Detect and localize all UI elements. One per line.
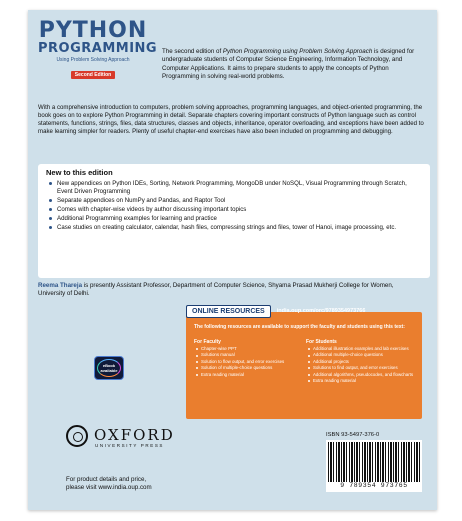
ebook-badge-line-2: available <box>100 367 118 373</box>
list-item: Solution of multiple-choice questions <box>201 365 304 371</box>
product-info-line-1: For product details and price, <box>66 476 147 483</box>
isbn-label: ISBN 93-5497-376-0 <box>326 432 380 438</box>
list-item: Additional algorithms, pseudocodes, and flowcharts <box>313 372 416 378</box>
list-item: Extra reading material <box>201 372 304 378</box>
list-item: Additional projects <box>313 359 416 365</box>
online-resources-box <box>186 307 422 419</box>
product-info-line-2: please visit www.india.oup.com <box>66 484 152 492</box>
online-resources-intro: The following resources are available to support the faculty and students using this text: <box>194 324 405 330</box>
author-name: Reema Thareja <box>38 282 83 289</box>
author-bio <box>38 282 398 299</box>
list-item: Extra reading material <box>313 378 416 384</box>
book-subtitle: Using Problem Solving Approach <box>56 57 130 63</box>
intro-text-after: is designed for undergraduate students of Computer Science Engineering, Information Technology, and Computer Applications. It aims to prepare students to apply the concepts of Python Programming in solving real-world problems. <box>162 48 415 80</box>
online-resources-label: ONLINE RESOURCES <box>186 305 271 318</box>
list-item: Comes with chapter-wise videos by author discussing important topics <box>57 206 422 214</box>
edition-badge: Second Edition <box>71 71 115 79</box>
title-line-1: PYTHON <box>38 18 148 43</box>
list-item: Chapter-wise PPT <box>201 346 304 352</box>
barcode <box>326 440 422 492</box>
list-item: Additional illustration examples and lab exercises <box>313 346 416 352</box>
new-edition-box <box>38 164 430 278</box>
faculty-resources <box>194 339 304 378</box>
new-edition-list <box>46 180 422 232</box>
list-item: Separate appendices on NumPy and Pandas, and Raptor Tool <box>57 197 422 205</box>
title-line-2: PROGRAMMING <box>38 41 158 56</box>
faculty-list <box>194 346 304 378</box>
faculty-heading: For Faculty <box>194 339 221 345</box>
barcode-number: 9 789354 973765 <box>340 482 408 489</box>
ebook-badge-text <box>95 364 123 373</box>
book-description: With a comprehensive introduction to computers, problem solving approaches, programming languages, and object-oriented programming, the book goes on to explore Python Programming in detail. Separate chapters covering important constructs of Python language such as control statements, functions, strings, files, data structures, classes and objects, inheritance, operator overloading, and exceptions have been added to make learning simpler for readers. Plenty of useful chapter-end exercises have also been included on programming and debugging. <box>38 104 424 136</box>
list-item: Additional Programming examples for learning and practice <box>57 215 422 223</box>
list-item: Case studies on creating calculator, calendar, hash files, compressing strings and files, tower of Hanoi, image processing, etc. <box>57 224 422 232</box>
student-resources <box>306 339 416 384</box>
student-list <box>306 346 416 384</box>
oxford-crest-icon <box>66 425 88 447</box>
oxford-logo <box>66 425 196 455</box>
intro-book-title: Python Programming using Problem Solving Approach <box>222 48 373 55</box>
list-item: New appendices on Python IDEs, Sorting, Network Programming, MongoDB under NoSQL, Visual Programming through Scratch, Event Driven Programming <box>57 180 422 195</box>
list-item: Solutions to find output, and error exercises <box>313 365 416 371</box>
students-heading: For Students <box>306 339 337 345</box>
new-edition-heading: New to this edition <box>46 168 113 177</box>
book-title-block <box>38 18 158 81</box>
intro-paragraph <box>162 48 424 81</box>
list-item: Additional multiple-choice questions <box>313 352 416 358</box>
online-resources-url[interactable]: india.oup.com/orc/9789354973766 <box>276 308 366 314</box>
isbn-block <box>326 432 426 507</box>
list-item: Solution to flow output, and error exercises <box>201 359 304 365</box>
list-item: Solutions manual <box>201 352 304 358</box>
publisher-subname: UNIVERSITY PRESS <box>95 443 165 448</box>
ebook-available-badge <box>94 356 124 380</box>
book-back-cover <box>28 10 437 510</box>
ebook-badge-line-1: eBook <box>102 363 116 368</box>
intro-text-before: The second edition of <box>162 48 223 55</box>
author-bio-text: is presently Assistant Professor, Department of Computer Science, Shyama Prasad Mukherji College for Women, University of Delhi. <box>38 282 394 298</box>
online-resources-header <box>186 305 365 317</box>
product-info <box>66 476 246 492</box>
barcode-bars <box>328 442 420 482</box>
publisher-name: OXFORD <box>94 426 175 444</box>
